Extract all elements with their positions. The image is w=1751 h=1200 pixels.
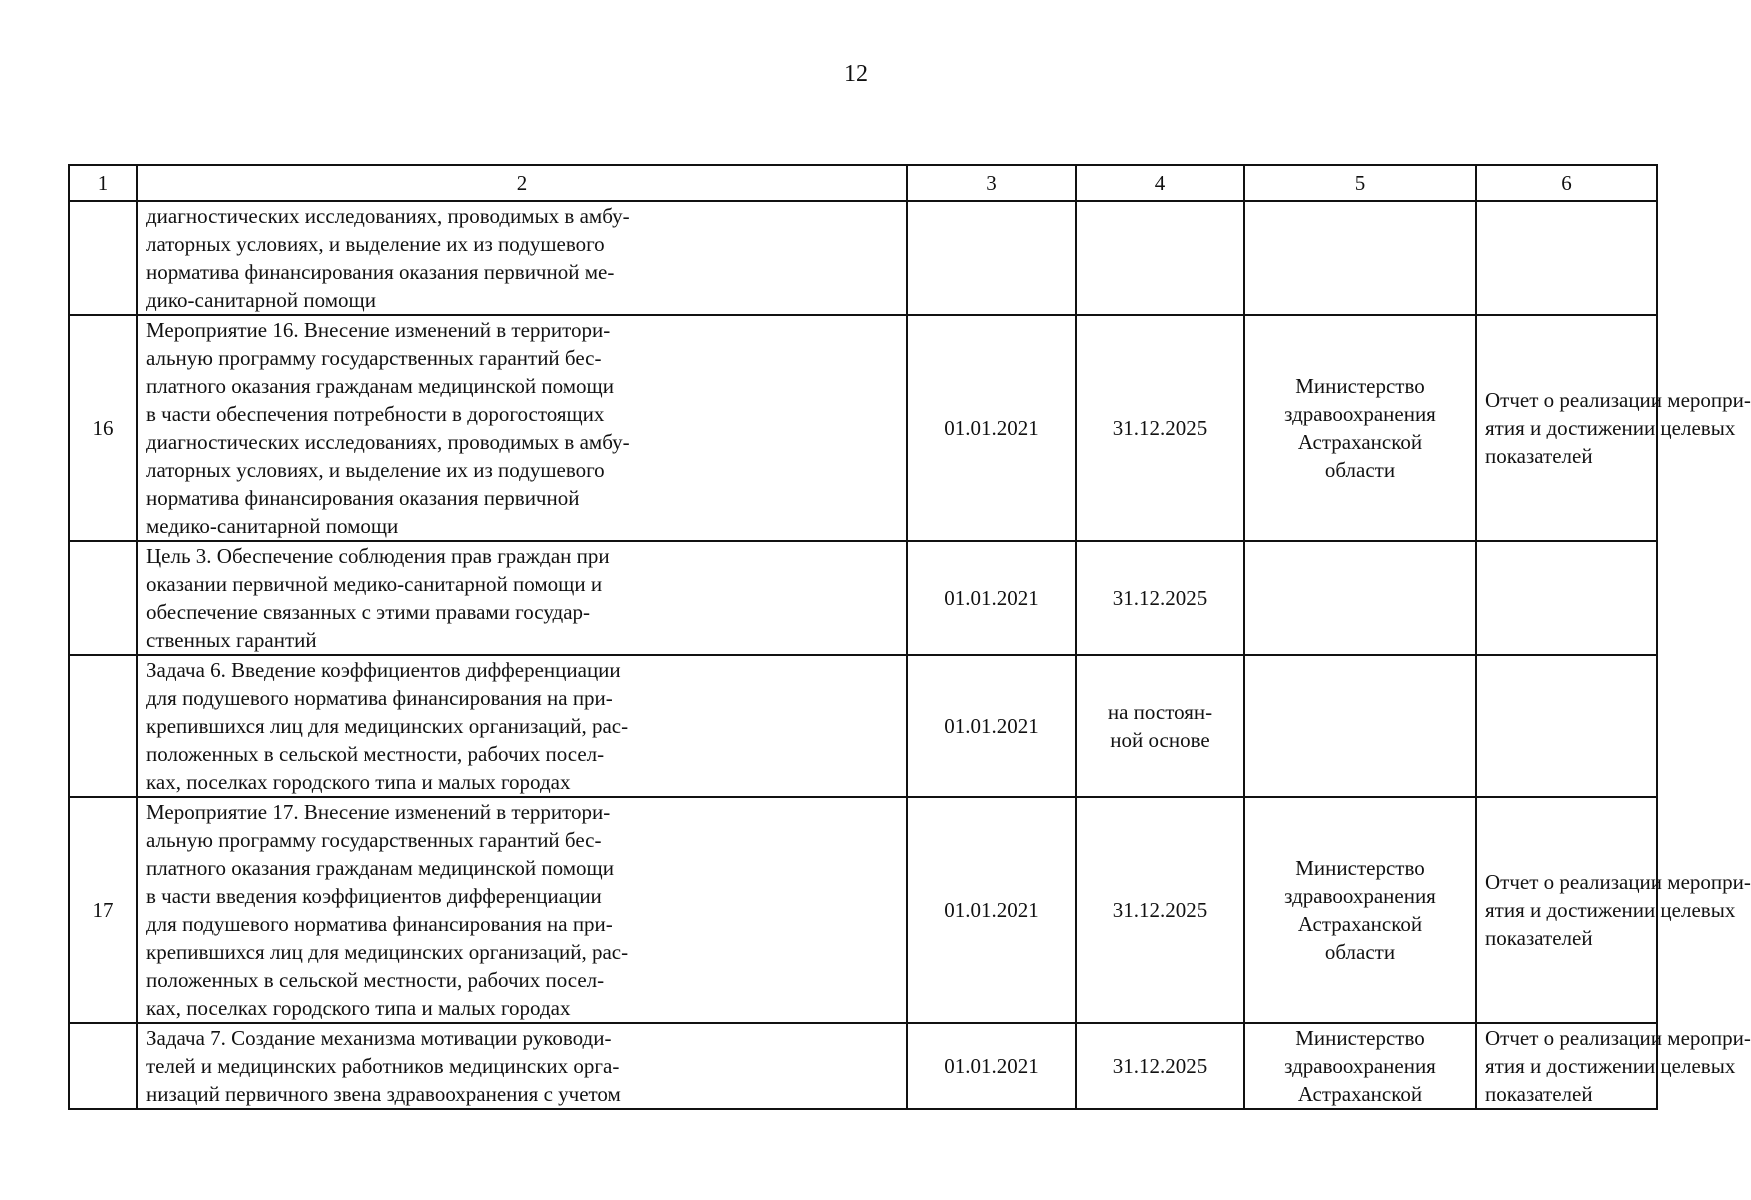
row-description: Цель 3. Обеспечение соблюдения прав граждан при оказании первичной медико-санитарной помощи и обеспечение связанных с этими правами государ- ственных гарантий [137,541,907,655]
row-start-date: 01.01.2021 [907,1023,1076,1109]
row-description: диагностических исследованиях, проводимых в амбу- латорных условиях, и выделение их из подушевого норматива финансирования оказания первичной ме- дико-санитарной помощи [137,201,907,315]
table-row-continuation [69,201,1657,315]
column-header-5: 5 [1244,165,1476,201]
row-start-date: 01.01.2021 [907,315,1076,541]
row-end-date: 31.12.2025 [1076,797,1244,1023]
row-end-date [1076,201,1244,315]
row-responsible: Министерство здравоохранения Астраханской области [1244,315,1476,541]
row-responsible [1244,541,1476,655]
row-start-date: 01.01.2021 [907,541,1076,655]
row-end-date: 31.12.2025 [1076,1023,1244,1109]
header-row [69,165,1657,201]
row-number [69,655,137,797]
row-result: Отчет о реализации меропри- ятия и достижении целевых показателей [1476,1023,1657,1109]
row-start-date: 01.01.2021 [907,655,1076,797]
row-result: Отчет о реализации меропри- ятия и достижении целевых показателей [1476,315,1657,541]
row-number [69,201,137,315]
table-row-goal-3 [69,541,1657,655]
column-header-2: 2 [137,165,907,201]
row-end-date: 31.12.2025 [1076,315,1244,541]
row-description: Задача 6. Введение коэффициентов дифференциации для подушевого норматива финансирования на при- крепившихся лиц для медицинских организаций, рас- положенных в сельской местности, рабочих посел- ках, поселках городского типа и малых городах [137,655,907,797]
column-header-1: 1 [69,165,137,201]
row-number [69,1023,137,1109]
row-number [69,541,137,655]
table-row-task-7 [69,1023,1657,1109]
page-number: 12 [844,61,868,87]
row-number: 16 [69,315,137,541]
row-description: Мероприятие 17. Внесение изменений в территори- альную программу государственных гарантий бес- платного оказания гражданам медицинской помощи в части введения коэффициентов дифференциации для подушевого норматива финансирования на при- крепившихся лиц для медицинских организаций, рас- положенных в сельской местности, рабочих посел- ках, поселках городского типа и малых городах [137,797,907,1023]
table-row-task-6 [69,655,1657,797]
column-header-4: 4 [1076,165,1244,201]
row-end-date: 31.12.2025 [1076,541,1244,655]
row-description: Задача 7. Создание механизма мотивации руководи- телей и медицинских работников медицинских орга- низаций первичного звена здравоохранения с учетом [137,1023,907,1109]
row-result: Отчет о реализации меропри- ятия и достижении целевых показателей [1476,797,1657,1023]
column-header-3: 3 [907,165,1076,201]
column-header-6: 6 [1476,165,1657,201]
row-description: Мероприятие 16. Внесение изменений в территори- альную программу государственных гарантий бес- платного оказания гражданам медицинской помощи в части обеспечения потребности в дорогостоящих диагностических исследованиях, проводимых в амбу- латорных условиях, и выделение их из подушевого норматива финансирования оказания первичной медико-санитарной помощи [137,315,907,541]
row-result [1476,541,1657,655]
row-start-date [907,201,1076,315]
row-responsible: Министерство здравоохранения Астраханской области [1244,797,1476,1023]
row-end-date: на постоян- ной основе [1076,655,1244,797]
row-responsible: Министерство здравоохранения Астраханской [1244,1023,1476,1109]
row-responsible [1244,201,1476,315]
row-result [1476,655,1657,797]
row-result [1476,201,1657,315]
measures-table [68,164,1751,1110]
row-number: 17 [69,797,137,1023]
table-row-measure-17 [69,797,1657,1023]
table-row-measure-16 [69,315,1657,541]
row-start-date: 01.01.2021 [907,797,1076,1023]
row-responsible [1244,655,1476,797]
